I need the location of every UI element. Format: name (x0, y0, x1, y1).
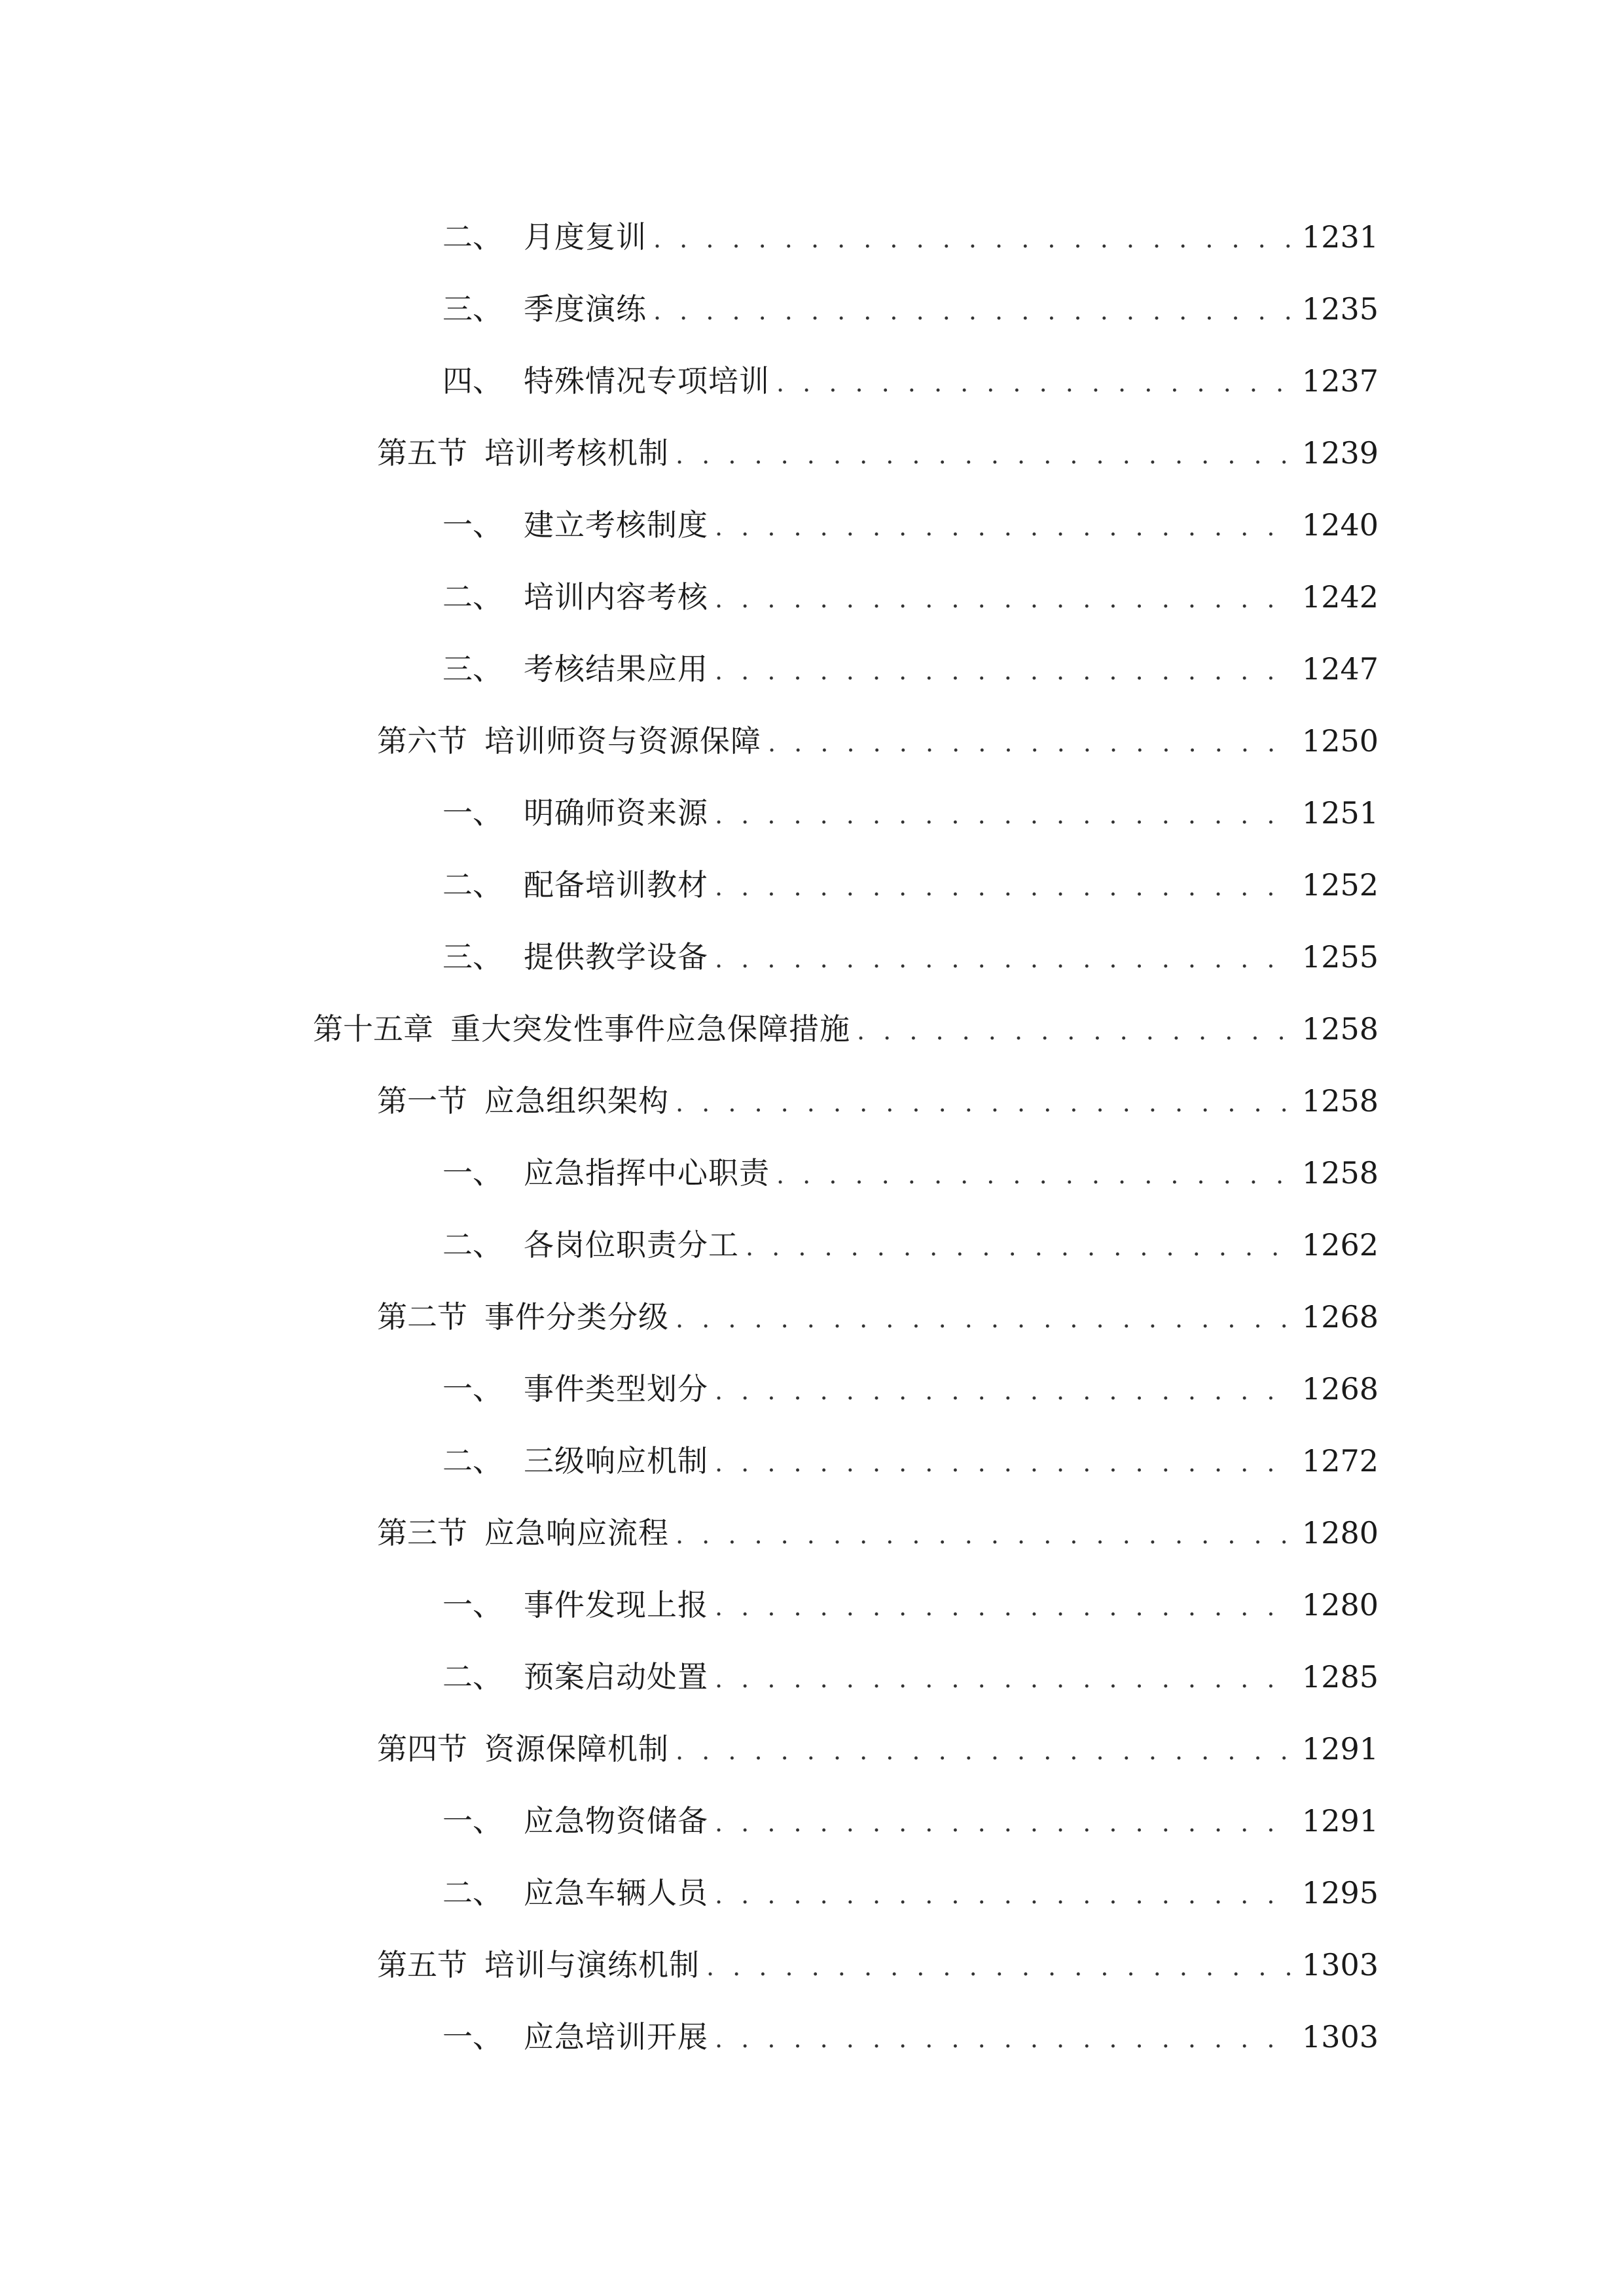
toc-dot-leader (653, 291, 1295, 331)
toc-entry-number: 第四节 (377, 1731, 467, 1767)
toc-entry-title: 预案启动处置 (524, 1659, 708, 1695)
toc-entry-line (442, 1585, 1379, 1626)
toc-dot-leader (715, 507, 1295, 547)
toc-entry[interactable] (0, 850, 1624, 922)
toc-entry[interactable] (0, 1138, 1624, 1210)
toc-entry[interactable] (0, 274, 1624, 346)
toc-dot-leader (715, 1659, 1295, 1698)
toc-entry-line (377, 1081, 1379, 1122)
toc-entry-number: 二、 (442, 867, 503, 903)
toc-entry-page: 1258 (1301, 1011, 1379, 1047)
toc-entry-number: 一、 (442, 795, 503, 831)
toc-entry-title: 资源保障机制 (484, 1731, 669, 1767)
toc-entry[interactable] (0, 202, 1624, 274)
toc-entry-page: 1250 (1301, 723, 1379, 759)
toc-entry-line (377, 1945, 1379, 1986)
toc-entry-number: 二、 (442, 1443, 503, 1479)
toc-entry-number: 二、 (442, 1659, 503, 1695)
toc-entry-page: 1291 (1301, 1803, 1379, 1839)
toc-dot-leader (715, 939, 1295, 978)
toc-entry-number: 第五节 (377, 1946, 467, 1982)
toc-dot-leader (715, 651, 1295, 691)
toc-dot-leader (746, 1227, 1295, 1266)
toc-entry-page: 1235 (1301, 291, 1379, 327)
toc-entry-title: 考核结果应用 (524, 651, 708, 687)
toc-entry-page: 1280 (1301, 1515, 1379, 1551)
toc-entry-line (442, 649, 1379, 691)
toc-entry-title: 培训与演练机制 (484, 1946, 700, 1982)
toc-entry-page: 1242 (1301, 579, 1379, 615)
toc-entry-line (442, 1441, 1379, 1482)
toc-entry-title: 应急物资储备 (524, 1803, 708, 1839)
toc-entry-line (442, 865, 1379, 906)
toc-dot-leader (676, 1515, 1295, 1554)
toc-entry-title: 季度演练 (524, 291, 647, 327)
toc-dot-leader (676, 1299, 1295, 1338)
toc-entry-number: 第十五章 (313, 1011, 433, 1047)
toc-entry-line (442, 1153, 1379, 1194)
table-of-contents (0, 202, 1624, 2073)
toc-entry-title: 应急车辆人员 (524, 1874, 708, 1910)
toc-entry-title: 应急指挥中心职责 (524, 1155, 770, 1191)
toc-entry-number: 一、 (442, 507, 503, 543)
toc-entry-title: 培训师资与资源保障 (484, 723, 761, 759)
toc-entry-number: 四、 (442, 363, 503, 399)
toc-entry-title: 重大突发性事件应急保障措施 (450, 1011, 850, 1047)
toc-entry[interactable] (0, 634, 1624, 706)
toc-dot-leader (715, 2019, 1295, 2058)
toc-section-entry[interactable] (0, 1929, 1624, 2001)
toc-entry-line (442, 577, 1379, 619)
toc-entry-page: 1237 (1301, 363, 1379, 399)
toc-entry-page: 1280 (1301, 1587, 1379, 1623)
toc-entry-title: 培训内容考核 (524, 579, 708, 615)
toc-dot-leader (715, 579, 1295, 619)
toc-entry-title: 事件发现上报 (524, 1587, 708, 1623)
toc-entry-page: 1303 (1301, 2018, 1379, 2054)
toc-entry-number: 一、 (442, 1371, 503, 1407)
toc-dot-leader (715, 1371, 1295, 1410)
toc-entry-number: 第二节 (377, 1299, 467, 1335)
toc-dot-leader (715, 795, 1295, 834)
toc-entry-title: 特殊情况专项培训 (524, 363, 770, 399)
toc-section-entry[interactable] (0, 706, 1624, 778)
toc-entry-page: 1258 (1301, 1083, 1379, 1119)
toc-entry-line (442, 937, 1379, 978)
toc-entry-line (442, 361, 1379, 403)
toc-entry-page: 1231 (1301, 219, 1379, 255)
toc-entry-line (442, 1369, 1379, 1410)
toc-entry[interactable] (0, 1426, 1624, 1498)
toc-section-entry[interactable] (0, 418, 1624, 490)
toc-entry-page: 1240 (1301, 507, 1379, 543)
toc-entry-page: 1272 (1301, 1443, 1379, 1479)
toc-dot-leader (715, 1875, 1295, 1914)
toc-entry-number: 二、 (442, 1227, 503, 1263)
toc-entry-line (442, 505, 1379, 547)
toc-entry-line (377, 721, 1379, 762)
toc-section-entry[interactable] (0, 1066, 1624, 1138)
toc-chapter-entry[interactable] (0, 994, 1624, 1066)
toc-entry-number: 三、 (442, 291, 503, 327)
toc-entry-number: 第六节 (377, 723, 467, 759)
toc-entry-line (442, 2017, 1379, 2058)
toc-entry-number: 一、 (442, 1587, 503, 1623)
toc-entry[interactable] (0, 778, 1624, 850)
toc-entry-number: 二、 (442, 219, 503, 255)
toc-section-entry[interactable] (0, 1498, 1624, 1570)
toc-entry[interactable] (0, 1785, 1624, 1857)
toc-entry[interactable] (0, 1354, 1624, 1426)
toc-dot-leader (768, 723, 1295, 762)
toc-entry-page: 1268 (1301, 1299, 1379, 1335)
toc-entry-line (442, 1801, 1379, 1842)
toc-entry-line (377, 1513, 1379, 1554)
toc-section-entry[interactable] (0, 1282, 1624, 1354)
toc-entry-title: 三级响应机制 (524, 1443, 708, 1479)
toc-entry-line (442, 217, 1379, 259)
toc-entry-title: 建立考核制度 (524, 507, 708, 543)
toc-entry[interactable] (0, 1641, 1624, 1713)
toc-entry-page: 1255 (1301, 939, 1379, 975)
toc-entry-page: 1285 (1301, 1659, 1379, 1695)
toc-entry[interactable] (0, 1570, 1624, 1641)
toc-entry-title: 明确师资来源 (524, 795, 708, 831)
toc-entry[interactable] (0, 1857, 1624, 1929)
toc-entry-number: 一、 (442, 1155, 503, 1191)
toc-entry-title: 事件分类分级 (484, 1299, 669, 1335)
toc-entry[interactable] (0, 1210, 1624, 1282)
toc-entry-page: 1258 (1301, 1155, 1379, 1191)
toc-entry-title: 提供教学设备 (524, 939, 708, 975)
toc-entry[interactable] (0, 562, 1624, 634)
toc-entry-number: 第三节 (377, 1515, 467, 1551)
toc-entry-number: 二、 (442, 1874, 503, 1910)
toc-entry-number: 三、 (442, 939, 503, 975)
toc-dot-leader (715, 1803, 1295, 1842)
toc-entry-title: 应急组织架构 (484, 1083, 669, 1119)
toc-dot-leader (676, 1083, 1295, 1122)
toc-entry-number: 第一节 (377, 1083, 467, 1119)
toc-entry-number: 三、 (442, 651, 503, 687)
toc-entry-page: 1239 (1301, 435, 1379, 471)
toc-entry-title: 应急响应流程 (484, 1515, 669, 1551)
toc-entry-line (313, 1009, 1379, 1050)
toc-entry-number: 一、 (442, 2018, 503, 2054)
toc-entry-line (377, 1729, 1379, 1770)
toc-dot-leader (776, 1155, 1295, 1194)
toc-dot-leader (715, 867, 1295, 906)
toc-entry-page: 1268 (1301, 1371, 1379, 1407)
toc-dot-leader (715, 1443, 1295, 1482)
toc-entry[interactable] (0, 2001, 1624, 2073)
toc-entry-page: 1303 (1301, 1946, 1379, 1982)
toc-entry-number: 一、 (442, 1803, 503, 1839)
toc-dot-leader (676, 1731, 1295, 1770)
toc-entry-number: 二、 (442, 579, 503, 615)
toc-entry-title: 应急培训开展 (524, 2018, 708, 2054)
toc-entry-title: 培训考核机制 (484, 435, 669, 471)
toc-entry-page: 1262 (1301, 1227, 1379, 1263)
toc-entry-page: 1291 (1301, 1731, 1379, 1767)
toc-entry-line (442, 1225, 1379, 1266)
toc-entry-page: 1295 (1301, 1874, 1379, 1910)
toc-section-entry[interactable] (0, 1713, 1624, 1785)
toc-entry[interactable] (0, 490, 1624, 562)
toc-entry-line (442, 793, 1379, 834)
toc-dot-leader (776, 363, 1295, 403)
toc-entry-title: 事件类型划分 (524, 1371, 708, 1407)
toc-entry-line (442, 289, 1379, 331)
toc-entry-page: 1252 (1301, 867, 1379, 903)
toc-dot-leader (676, 435, 1295, 475)
toc-entry-page: 1247 (1301, 651, 1379, 687)
toc-entry-line (442, 1657, 1379, 1698)
toc-dot-leader (706, 1947, 1295, 1986)
toc-entry-line (377, 1297, 1379, 1338)
toc-entry-page: 1251 (1301, 795, 1379, 831)
toc-entry-title: 月度复训 (524, 219, 647, 255)
toc-dot-leader (653, 219, 1295, 259)
toc-entry-title: 配备培训教材 (524, 867, 708, 903)
toc-entry[interactable] (0, 346, 1624, 418)
toc-entry-line (442, 1873, 1379, 1914)
toc-entry[interactable] (0, 922, 1624, 994)
toc-entry-number: 第五节 (377, 435, 467, 471)
toc-entry-line (377, 433, 1379, 475)
toc-entry-title: 各岗位职责分工 (524, 1227, 739, 1263)
toc-dot-leader (715, 1587, 1295, 1626)
toc-dot-leader (857, 1011, 1295, 1050)
